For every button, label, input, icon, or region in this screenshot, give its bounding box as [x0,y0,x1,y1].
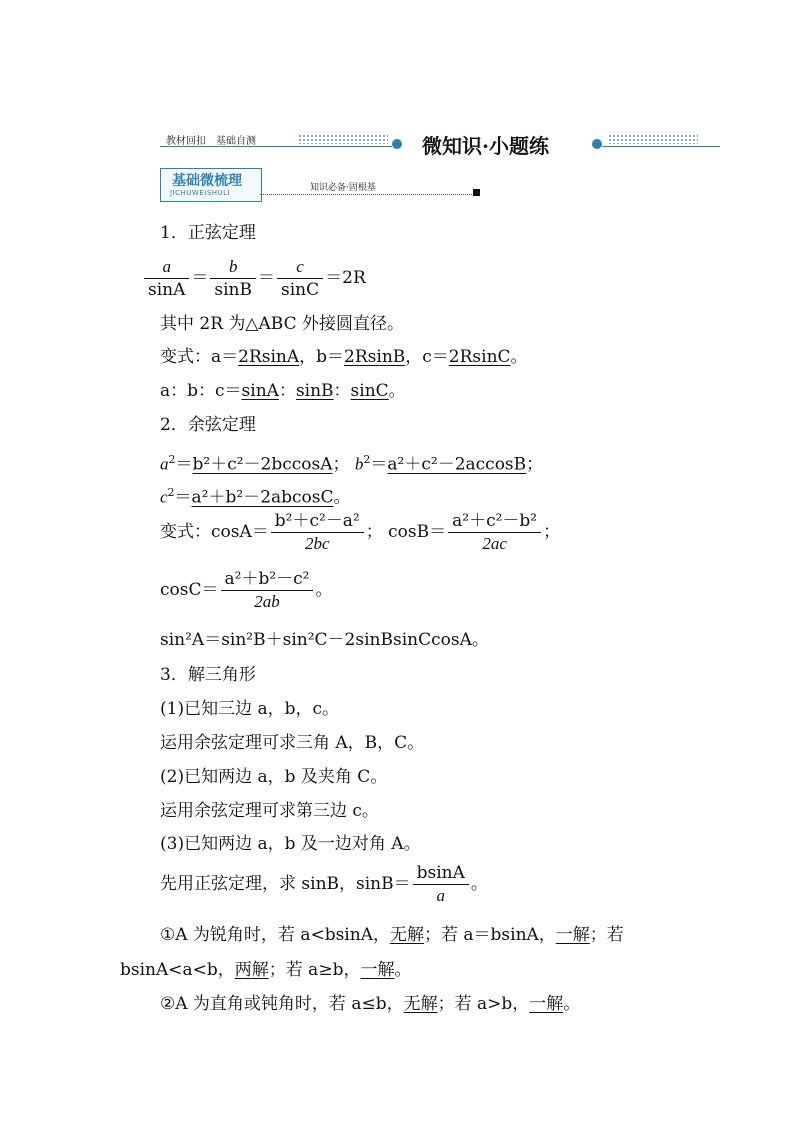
header-dots-left [298,134,388,144]
text: 。 [315,580,333,600]
text: a：b：c＝ [160,381,242,401]
blank-answer: 2RsinB [344,347,406,367]
blank-answer: 2RsinC [448,347,511,367]
s3-rule1-line1 [160,925,624,945]
var: b [354,454,364,474]
frac-num: a²＋c²－b² [448,510,541,533]
text: cosC＝ [160,580,219,600]
frac-den: 2bc [304,534,330,553]
fraction-b-sinB [210,256,256,301]
var: a [160,454,169,474]
text: ，b＝ [299,347,345,367]
s2-heading: 2．余弦定理 [160,415,256,435]
text: 。 [563,994,581,1014]
text: ；若 [589,925,624,945]
badge-rule [260,194,474,195]
frac-den: 2ab [254,592,280,611]
blank-answer: 一解 [555,925,590,945]
frac-num: a²＋b²－c² [221,568,314,591]
text: 。 [394,960,412,980]
header-band [160,126,720,156]
badge-subtitle: 知识必备·固根基 [310,183,376,193]
s3-case3: (3)已知两边 a，b 及一边对角 A。 [160,834,421,854]
s3-heading: 3．解三角形 [160,665,256,685]
blank-answer: sinA [241,381,279,401]
text: ，c＝ [405,347,449,367]
frac-num: a [144,256,189,279]
text: a＝ [211,347,239,367]
s3-rule2 [160,994,580,1014]
s3-case1: (1)已知三边 a，b，c。 [160,699,340,719]
blank-answer: b²＋c²－2bccosA [192,454,333,475]
s2-variants-AB [160,510,560,555]
text: ； [332,454,350,475]
s1-ratio [160,381,406,401]
text: ；若 a＝bsinA， [423,925,556,945]
text: 先用正弦定理，求 sinB，sinB＝ [160,874,411,894]
frac-den: 2ac [482,534,507,553]
var: c [160,487,168,507]
frac-den: sinB [214,280,252,300]
blank-answer: a²＋c²－2accosB [387,454,527,475]
header-bullet-right [592,139,602,149]
text: ； [543,522,561,542]
header-left-tab: 教材回扣 基础自测 [166,136,256,147]
header-title: 微知识·小题练 [422,134,549,158]
blank-answer: 两解 [234,960,269,980]
text: ；若 a≥b， [268,960,361,980]
text: 。 [388,381,406,401]
s2-law-c: $c^2=a^2+b^2-2abcosC$。 [160,486,351,508]
fraction-a-sinA [144,256,189,301]
s3-rule1-line2 [120,960,411,980]
text: ： [278,381,296,401]
badge-end-square [473,189,480,196]
fraction-cosA [271,510,364,555]
blank-answer: 一解 [360,960,395,980]
eq-sign: ＝ [191,268,209,288]
frac-num: b [210,256,256,279]
text: 。 [333,487,351,508]
s3-case3-text [160,862,488,907]
fraction-c-sinC [277,256,323,301]
frac-num: c [277,256,323,279]
text: ； cosB＝ [365,522,447,542]
header-rule-right [602,146,720,147]
blank-answer: 无解 [389,925,424,945]
header-bullet-left [392,139,402,149]
s3-case1-text: 运用余弦定理可求三角 A，B，C。 [160,733,425,753]
s3-case2: (2)已知两边 a，b 及夹角 C。 [160,767,388,787]
blank-answer: sinB [295,381,334,401]
frac-num: bsinA [413,862,469,885]
label: 变式： [160,347,211,367]
badge-pinyin: JICHUWEISHULI [170,189,231,197]
sine-law-formula [142,256,366,301]
blank-answer: 一解 [529,994,564,1014]
text: ；若 a>b， [437,994,530,1014]
s1-variants [160,347,528,367]
text: ②A 为直角或钝角时，若 a≤b， [160,994,404,1014]
frac-den: sinC [281,280,320,300]
blank-answer: sinC [350,381,389,401]
fraction-sinB [413,862,469,907]
fraction-cosC [221,568,314,613]
s2-law-ab: $a^2=b^2+c^2-2bccosA$； $b^2=a^2+c^2-2accosB$； [160,453,544,475]
frac-den: sinA [148,280,186,300]
fraction-cosB [448,510,541,555]
s1-heading: 1．正弦定理 [160,223,256,243]
text: ； [526,454,544,475]
blank-answer: 无解 [403,994,438,1014]
blank-answer: 2RsinA [238,347,300,367]
s2-sin-identity: sin²A＝sin²B＋sin²C－2sinBsinCcosA。 [160,630,489,650]
text: 。 [510,347,528,367]
s1-note: 其中 2R 为△ABC 外接圆直径。 [160,314,404,334]
eq-sign: ＝ [258,268,275,288]
frac-num: b²＋c²－a² [271,510,364,533]
text: ： [333,381,351,401]
text: bsinA<a<b， [120,960,235,980]
badge-title: 基础微梳理 [172,173,242,189]
header-dots-right [608,134,698,144]
s3-case2-text: 运用余弦定理可求第三边 c。 [160,801,379,821]
text: 。 [470,874,488,894]
header-rule-left [160,146,392,147]
text: 变式：cosA＝ [160,522,269,542]
frac-den: a [436,886,445,905]
section-badge [160,168,480,204]
s2-variant-C [160,568,332,613]
blank-answer: a²＋b²－2abcosC [191,487,334,508]
rhs-2R: ＝2R [325,268,366,288]
text: ①A 为锐角时，若 a<bsinA， [160,925,390,945]
